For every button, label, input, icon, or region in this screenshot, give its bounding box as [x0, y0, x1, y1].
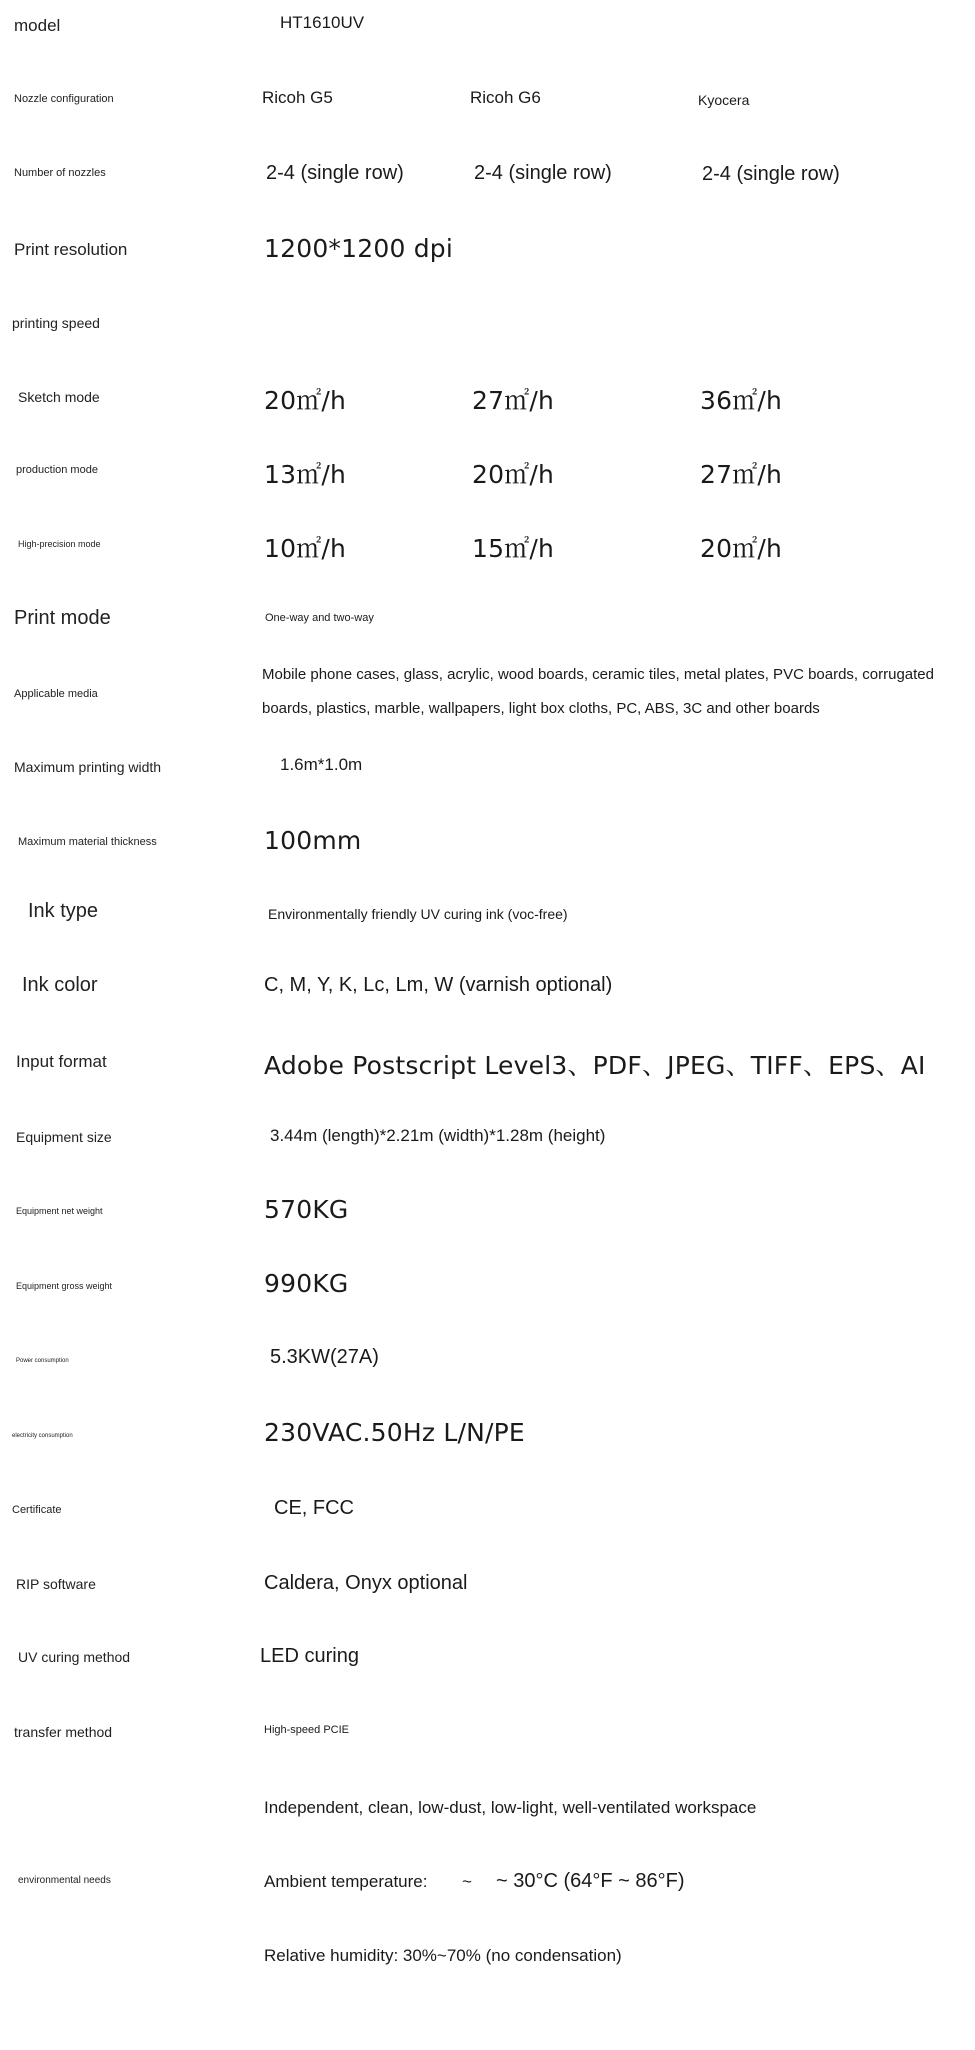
rip-software-value: Caldera, Onyx optional: [264, 1572, 468, 1594]
row-transfer-method: [0, 1702, 975, 1776]
environment-line-temperature-label: Ambient temperature:: [264, 1872, 428, 1891]
row-nozzle-count: [0, 148, 975, 222]
ink-color-label: Ink color: [22, 974, 98, 996]
transfer-method-label: transfer method: [14, 1724, 113, 1740]
production-mode-value-3: 27㎡/h: [700, 460, 783, 489]
max-material-thickness-label: Maximum material thickness: [18, 836, 157, 848]
high-precision-mode-label: High-precision mode: [18, 539, 101, 549]
input-format-label: Input format: [16, 1052, 107, 1071]
row-ink-color: [0, 962, 975, 1036]
rip-software-label: RIP software: [16, 1576, 96, 1592]
row-production-mode: [0, 444, 975, 518]
transfer-method-value: High-speed PCIE: [264, 1724, 349, 1736]
input-format-value: Adobe Postscript Level3、PDF、JPEG、TIFF、EPS、AI: [264, 1051, 926, 1080]
printing-speed-label: printing speed: [12, 315, 100, 331]
equipment-net-weight-value: 570KG: [264, 1195, 349, 1224]
environmental-needs-label: environmental needs: [18, 1875, 111, 1886]
row-applicable-media: [0, 658, 975, 748]
row-max-printing-width: [0, 740, 975, 814]
row-print-mode: [0, 592, 975, 666]
production-mode-value-2: 20㎡/h: [472, 460, 555, 489]
row-environmental-needs: [0, 1776, 975, 1996]
print-resolution-value: 1200*1200 dpi: [264, 234, 453, 263]
applicable-media-label: Applicable media: [14, 688, 98, 700]
sketch-mode-label: Sketch mode: [18, 389, 100, 405]
nozzle-config-value-3: Kyocera: [698, 92, 750, 108]
nozzle-config-label: Nozzle configuration: [14, 93, 114, 105]
high-precision-mode-value-3: 20㎡/h: [700, 534, 783, 563]
row-high-precision-mode: [0, 518, 975, 592]
ink-color-value: C, M, Y, K, Lc, Lm, W (varnish optional): [264, 974, 613, 996]
equipment-gross-weight-label: Equipment gross weight: [16, 1281, 113, 1291]
row-nozzle-config: [0, 74, 975, 148]
ink-type-label: Ink type: [28, 900, 99, 922]
row-printing-speed: [0, 296, 975, 370]
environment-line-temperature-range: ~ 30°C (64°F ~ 86°F): [496, 1870, 685, 1892]
equipment-net-weight-label: Equipment net weight: [16, 1206, 103, 1216]
nozzle-config-value-2: Ricoh G6: [470, 88, 541, 107]
max-printing-width-value: 1.6m*1.0m: [280, 755, 363, 774]
print-resolution-label: Print resolution: [14, 240, 128, 259]
equipment-gross-weight-value: 990KG: [264, 1269, 349, 1298]
equipment-size-label: Equipment size: [16, 1129, 112, 1145]
row-ink-type: [0, 888, 975, 962]
uv-curing-method-label: UV curing method: [18, 1649, 131, 1665]
sketch-mode-value-1: 20㎡/h: [264, 386, 347, 415]
uv-curing-method-value: LED curing: [260, 1645, 359, 1667]
model-label: model: [14, 16, 61, 35]
nozzle-count-value-2: 2-4 (single row): [474, 162, 612, 184]
environment-line-workspace: Independent, clean, low-dust, low-light, well-ventilated workspace: [264, 1798, 757, 1817]
row-uv-curing-method: [0, 1628, 975, 1702]
production-mode-value-1: 13㎡/h: [264, 460, 347, 489]
certificate-label: Certificate: [12, 1504, 62, 1516]
electricity-consumption-label: electricity consumption: [12, 1433, 73, 1439]
applicable-media-value: Mobile phone cases, glass, acrylic, wood boards, ceramic tiles, metal plates, PVC boards, corrugated boards, plastics, marble, wallpapers, light box cloths, PC, ABS, 3C and other boards: [262, 666, 934, 717]
high-precision-mode-value-2: 15㎡/h: [472, 534, 555, 563]
environment-line-temperature-tilde: ~: [462, 1872, 472, 1891]
print-mode-value: One-way and two-way: [265, 612, 374, 624]
row-rip-software: [0, 1554, 975, 1628]
row-certificate: [0, 1480, 975, 1554]
nozzle-config-value-1: Ricoh G5: [262, 88, 333, 107]
max-printing-width-label: Maximum printing width: [14, 759, 162, 775]
row-print-resolution: [0, 222, 975, 296]
print-mode-label: Print mode: [14, 607, 111, 629]
row-input-format: [0, 1036, 975, 1110]
high-precision-mode-value-1: 10㎡/h: [264, 534, 347, 563]
certificate-value: CE, FCC: [274, 1497, 354, 1519]
nozzle-count-value-3: 2-4 (single row): [702, 163, 840, 185]
electricity-consumption-value: 230VAC.50Hz L/N/PE: [264, 1418, 525, 1447]
production-mode-label: production mode: [16, 464, 98, 476]
nozzle-count-value-1: 2-4 (single row): [266, 162, 404, 184]
row-model: [0, 0, 975, 74]
row-equipment-net-weight: [0, 1184, 975, 1258]
model-value: HT1610UV: [280, 13, 365, 32]
row-max-material-thickness: [0, 814, 975, 888]
row-equipment-gross-weight: [0, 1258, 975, 1332]
sketch-mode-value-3: 36㎡/h: [700, 386, 783, 415]
row-equipment-size: [0, 1110, 975, 1184]
sketch-mode-value-2: 27㎡/h: [472, 386, 555, 415]
max-material-thickness-value: 100mm: [264, 826, 362, 855]
row-power-consumption: [0, 1332, 975, 1406]
environment-line-humidity: Relative humidity: 30%~70% (no condensation): [264, 1946, 622, 1965]
power-consumption-value: 5.3KW(27A): [270, 1346, 379, 1368]
row-sketch-mode: [0, 370, 975, 444]
nozzle-count-label: Number of nozzles: [14, 167, 106, 179]
equipment-size-value: 3.44m (length)*2.21m (width)*1.28m (height): [270, 1126, 606, 1145]
power-consumption-label: Power consumption: [16, 1358, 69, 1364]
ink-type-value: Environmentally friendly UV curing ink (voc-free): [268, 906, 568, 922]
row-electricity-consumption: [0, 1406, 975, 1480]
